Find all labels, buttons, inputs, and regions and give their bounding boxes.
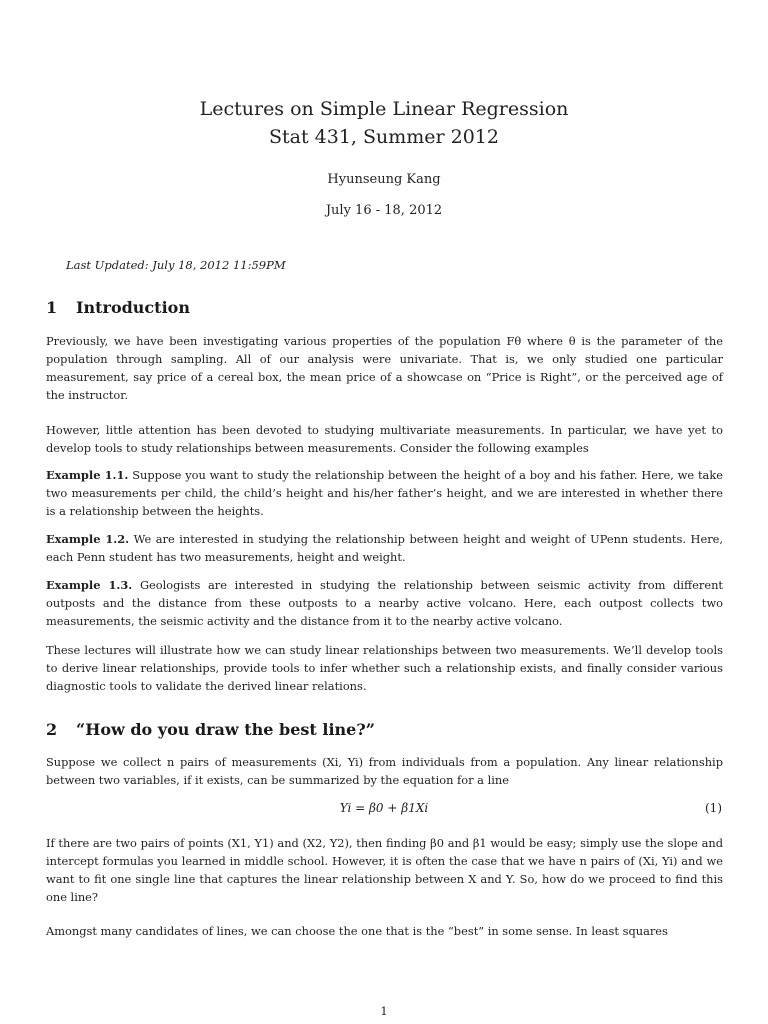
example-1-2-text: We are interested in studying the relationship between height and weight of UPenn students. Here, each Penn student has two measurements, height and weight. <box>46 532 723 564</box>
section-1-paragraph-2: However, little attention has been devoted to studying multivariate measurements. In particular, we have yet to develop tools to study relationships between measurements. Consider the following examples <box>46 423 723 455</box>
section-2-number: 2 <box>46 720 58 739</box>
date: July 16 - 18, 2012 <box>325 203 443 218</box>
equation-1: Yi = β0 + β1Xi <box>339 801 429 815</box>
equation-1-number: (1) <box>705 801 722 815</box>
example-1-3 <box>46 576 723 630</box>
section-2-paragraph-3: Amongst many candidates of lines, we can choose the one that is the “best” in some sense. In least squares <box>46 924 668 938</box>
section-2-paragraph-2: If there are two pairs of points (X1, Y1) and (X2, Y2), then finding β0 and β1 would be easy; simply use the slope and intercept formulas you learned in middle school. However, it is often the case that we have n pairs of (Xi, Yi) and we want to fit one single line that captures the linear relationship between X and Y. So, how do we proceed to find this one line? <box>46 836 723 904</box>
author: Hyunseung Kang <box>327 172 441 187</box>
section-1-heading <box>46 298 190 317</box>
section-2-heading <box>46 720 375 739</box>
section-2-title: “How do you draw the best line?” <box>76 720 375 739</box>
example-1-2 <box>46 530 723 566</box>
example-1-1-text: Suppose you want to study the relationship between the height of a boy and his father. Here, we take two measurements per child, the child’s height and his/her father’s height, and we are interested in whether there is a relationship between the heights. <box>46 468 723 518</box>
section-2-paragraph-1: Suppose we collect n pairs of measurements (Xi, Yi) from individuals from a population. Any linear relationship between two variables, if it exists, can be summarized by the equation for a line <box>46 755 723 787</box>
title-line-2: Stat 431, Summer 2012 <box>268 126 499 148</box>
section-1-paragraph-1: Previously, we have been investigating various properties of the population Fθ where θ is the parameter of the population through sampling. All of our analysis were univariate. That is, we only studied one particular measurement, say price of a cereal box, the mean price of a showcase on “Price is Right”, or the perceived age of the instructor. <box>46 334 723 402</box>
example-1-3-label: Example 1.3. <box>46 578 133 592</box>
example-1-1 <box>46 466 723 520</box>
last-updated: Last Updated: July 18, 2012 11:59PM <box>66 258 286 272</box>
example-1-2-label: Example 1.2. <box>46 532 130 546</box>
section-1-paragraph-3: These lectures will illustrate how we can study linear relationships between two measurements. We’ll develop tools to derive linear relationships, provide tools to infer whether such a relationship exists, and finally consider various diagnostic tools to validate the derived linear relations. <box>46 643 723 693</box>
section-1-title: Introduction <box>76 298 190 317</box>
page-number: 1 <box>380 1004 388 1018</box>
title-line-1: Lectures on Simple Linear Regression <box>199 98 569 120</box>
example-1-1-label: Example 1.1. <box>46 468 129 482</box>
section-1-number: 1 <box>46 298 58 317</box>
example-1-3-text: Geologists are interested in studying the relationship between seismic activity from different outposts and the distance from these outposts to a nearby active volcano. Here, each outpost collects two measurements, the seismic activity and the distance from it to the nearby active volcano. <box>46 578 723 628</box>
